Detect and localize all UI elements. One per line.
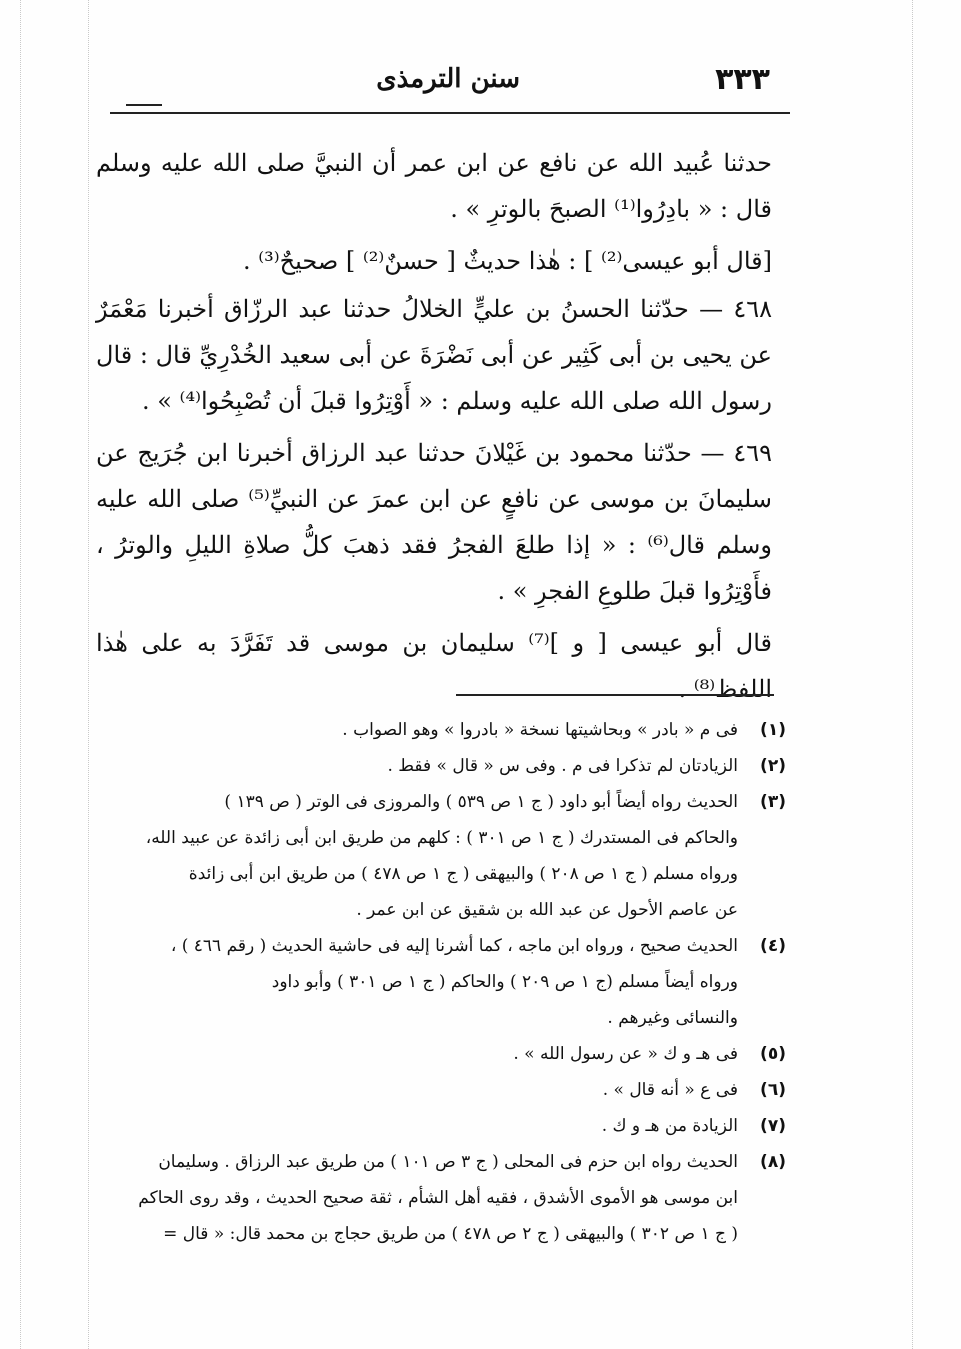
author-comment: قال أبو عيسى [ و ]⁽⁷⁾ سليمان بن موسى قد تَفَرَّدَ به على هٰذا اللفظ⁽⁸⁾ . [96,629,772,703]
scan-guide-line [912,0,913,1349]
page-number: ٣٣٣ [715,62,770,97]
header-rule-ornament [126,104,162,106]
footnote-number: (٧) [760,1116,786,1136]
footnote [118,1036,786,1072]
hadith-paragraph: ٤٦٨ — حدّثنا الحسنُ بن عليٍّ الخلالُ حدثنا عبد الرزّاق أخبرنا مَعْمَرٌ عن يحيى بن أبى كَثِير عن أبى نَضْرَةَ عن أبى سعيد الخُدْرِيِّ قال : قال رسول الله صلى الله عليه وسلم : « أَوْتِرُوا قبلَ أن تُصْبِحُوا⁽⁴⁾ » . [96,295,772,415]
footnotes [118,712,786,1252]
footnote-number: (٣) [760,792,786,812]
scan-guide-line [20,0,21,1349]
footnote-line: الحديث رواه ابن حزم فى المحلى ( ج ٣ ص ١٠١ ) من طريق عبد الرزاق . وسليمان [158,1152,738,1172]
footnote-line: فى م « بادر » وبحاشيتها نسخة « بادروا » وهو الصواب . [342,720,738,740]
footnote-line: ابن موسى هو الأموى الأشدق ، فقيه أهل الشأم ، ثقة صحيح الحديث ، وقد روى الحاكم [138,1188,738,1208]
footnote-text [118,1144,738,1252]
footnote-number: (٢) [760,756,786,776]
footnote-text [118,712,738,748]
footnote-number: (١) [760,720,786,740]
footnote-line: فى هـ و ك « عن رسول الله » . [513,1044,738,1064]
footnote-line: الزيادتان لم تذكرا فى م . وفى س « قال » فقط . [387,756,738,776]
footnote [118,784,786,928]
footnote-line: ورواه أيضاً مسلم (ج ١ ص ٢٠٩ ) والحاكم ( ج ١ ص ٣٠١ ) وأبو داود [271,972,738,992]
header-rule [110,112,790,114]
footnote-text [118,1036,738,1072]
footnote-text [118,1072,738,1108]
footnote-text [118,784,738,928]
running-title: سنن الترمذى [376,64,520,94]
footnote-number: (٤) [760,936,786,956]
footnote-line: والنسائى وغيرهم . [607,1008,738,1028]
scan-guide-line [88,0,89,1349]
footnote-line: ( ج ١ ص ٣٠٢ ) والبيهقى ( ج ٢ ص ٤٧٨ ) من طريق حجاج بن محمد قال: « قال = [163,1224,738,1244]
footnote-separator [456,694,774,696]
footnote-line: والحاكم فى المستدرك ( ج ١ ص ٣٠١ ) : كلهم من طريق ابن أبى زائدة عن عبيد الله، [145,828,738,848]
footnote-line: الحديث رواه أيضاً أبو داود ( ج ١ ص ٥٣٩ ) والمروزى فى الوتر ( ص ١٣٩ ) [224,792,738,812]
footnote-text [118,748,738,784]
footnote-number: (٥) [760,1044,786,1064]
footnote-line: عن عاصم الأحول عن عبد الله بن شقيق عن ابن عمر . [356,900,738,920]
page-header [130,62,770,102]
footnote [118,1108,786,1144]
footnote-line: ورواه مسلم ( ج ١ ص ٢٠٨ ) والبيهقى ( ج ١ ص ٤٧٨ ) من طريق ابن أبى زائدة [188,864,738,884]
author-comment: [قال أبو عيسى⁽²⁾ ] : هٰذا حديثٌ [ حسنٌ⁽²⁾ ] صحيحٌ⁽³⁾ . [242,247,772,275]
hadith-paragraph: ٤٦٩ — حدّثنا محمود بن غَيْلانَ حدثنا عبد الرزاق أخبرنا ابن جُرَيج عن سليمانَ بن موسى عن نافعٍ عن ابن عمرَ عن النبيِّ⁽⁵⁾ صلى الله عليه وسلم قال⁽⁶⁾ : « إذا طلعَ الفجرُ فقد ذهبَ كلُّ صلاةِ الليلِ والوترُ ، فأَوْتِرُوا قبلَ طلوعِ الفجرِ » . [96,439,773,605]
footnote-line: الزيادة من هـ و ك . [601,1116,738,1136]
footnote [118,1144,786,1252]
footnote-line: الحديث صحيح ، ورواه ابن ماجه ، كما أشرنا إليه فى حاشية الحديث ( رقم ٤٦٦ ) ، [170,936,738,956]
footnote-number: (٦) [760,1080,786,1100]
footnote [118,712,786,748]
footnote-line: فى ع « أنه قال » . [602,1080,738,1100]
footnote [118,748,786,784]
footnote-number: (٨) [760,1152,786,1172]
hadith-paragraph: حدثنا عُبيد الله عن نافع عن ابن عمر أن النبيَّ صلى الله عليه وسلم قال : « بادِرُوا⁽¹⁾ الصبحَ بالوترِ » . [96,149,772,223]
footnote-text [118,928,738,1036]
footnote [118,1072,786,1108]
main-text [96,140,772,718]
footnote [118,928,786,1036]
footnote-text [118,1108,738,1144]
